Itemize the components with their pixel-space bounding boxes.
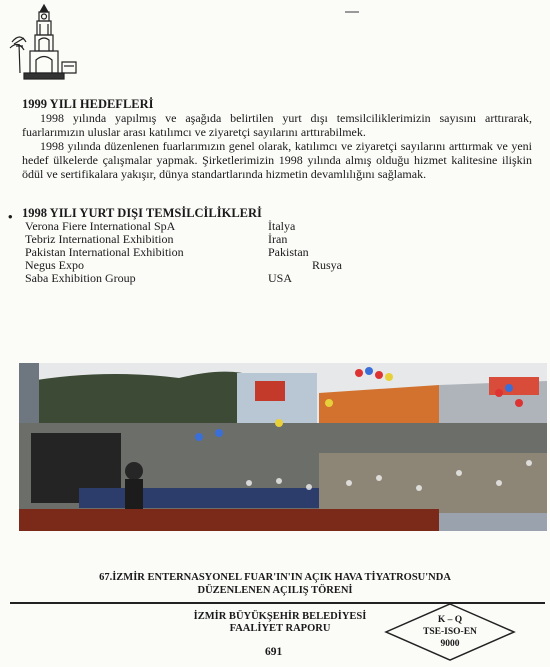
izmir-clock-tower-logo [6, 2, 82, 86]
scan-mark [345, 11, 359, 13]
representative-name: Verona Fiere International SpA [25, 219, 176, 233]
representative-country: Rusya [312, 258, 342, 272]
footer-organization: İZMİR BÜYÜKŞEHİR BELEDİYESİ [193, 611, 367, 622]
representative-country: İtalya [268, 219, 296, 233]
photo-caption-line2: DÜZENLENEN AÇILIŞ TÖRENİ [197, 585, 353, 596]
certificate-standard-label: TSE-ISO-EN [423, 627, 477, 637]
page-number: 691 [265, 646, 283, 658]
certificate-kq-label: K – Q [437, 615, 463, 625]
section-heading-1998-representatives: 1998 YILI YURT DIŞI TEMSİLCİLİKLERİ [22, 206, 262, 220]
paragraph-goal-2: 1998 yılında düzenlenen fuarlarımızın genel olarak, katılımcı ve ziyaretçi sayılarını arttırmak ve yeni hedef ülkelerde çalışmalar yapmak. Şirketlerimizin 1998 yılında almış olduğu hizmet kalitesine ilişkin ödül ve sertifikalara yakışır, dünya standartlarında hizmetin devamlılığını sağlamak. [22, 139, 532, 181]
representative-name: Pakistan International Exhibition [25, 245, 184, 259]
opening-ceremony-photo [19, 363, 547, 531]
representative-country: Pakistan [268, 245, 309, 259]
representative-name: Tebriz International Exhibition [25, 232, 174, 246]
bullet-icon: • [8, 209, 13, 224]
representative-country: USA [268, 271, 293, 285]
representative-name: Saba Exhibition Group [25, 271, 136, 285]
representative-name: Negus Expo [25, 258, 84, 272]
footer-report-title: FAALİYET RAPORU [229, 623, 331, 634]
representative-country: İran [268, 232, 288, 246]
photo-caption-line1: 67.İZMİR ENTERNASYONEL FUAR'IN'IN AÇIK HAVA TİYATROSU'NDA [99, 572, 451, 583]
paragraph-goal-1: 1998 yılında yapılmış ve aşağıda belirtilen yurt dışı temsilciliklerimizin sayısını arttırarak, fuarlarımızın uluslar arası katılımcı ve ziyaretçi sayılarını arttırabilmek. [22, 111, 532, 139]
section-heading-1999-goals: 1999 YILI HEDEFLERİ [22, 97, 154, 111]
certificate-number-label: 9000 [440, 639, 460, 649]
